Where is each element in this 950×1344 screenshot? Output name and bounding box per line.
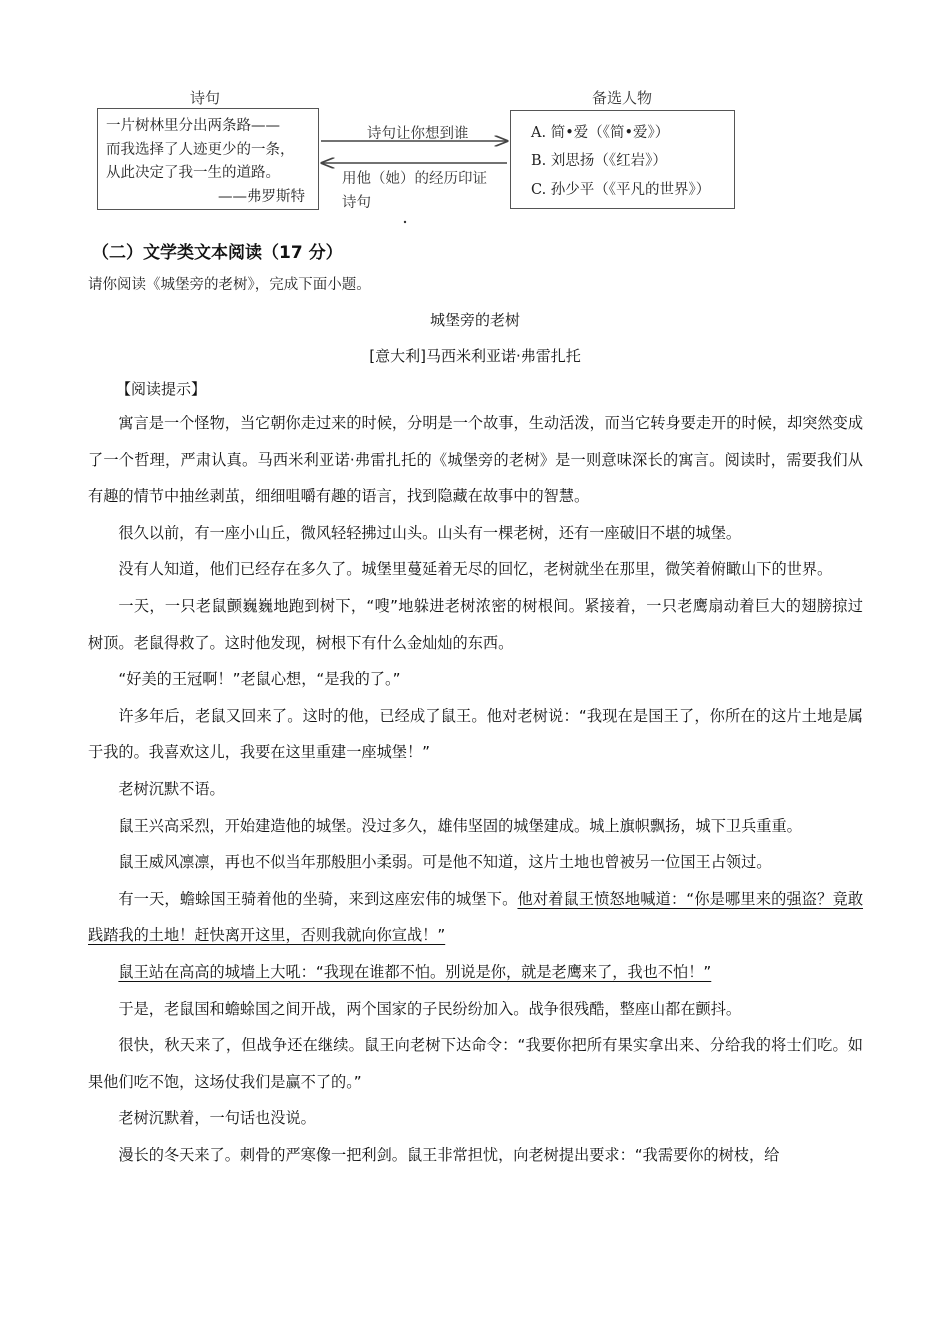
poem-character-diagram: [0, 0, 950, 232]
story-title: 城堡旁的老树: [429, 311, 520, 329]
arrow-right-text: 诗句让你想到谁: [367, 126, 469, 142]
poem-line-3: 从此决定了我一生的道路。: [106, 165, 280, 181]
poem-author: ——弗罗斯特: [218, 189, 305, 205]
diagram-arrows: [0, 0, 950, 232]
paragraph-4: 一天，一只老鼠颤巍巍地跑到树下，“嗖”地躲进老树浓密的树根间。紧接着，一只老鹰扇动着巨大的翅膀掠过树顶。老鼠得救了。这时他发现，树根下有什么金灿灿的东西。: [88, 596, 863, 652]
poem-line-2: 而我选择了人迹更少的一条，: [106, 142, 295, 158]
paragraph-10: [88, 881, 863, 954]
arrow-left-text-1: 用他（她）的经历印证: [342, 171, 487, 187]
option-a: A. 简•爱（《简•爱》）: [531, 125, 670, 141]
section-title: （二）文学类文本阅读（17 分）: [92, 243, 343, 263]
paragraph-13: 很快，秋天来了，但战争还在继续。鼠王向老树下达命令：“我要你把所有果实拿出来、分给我的将士们吃。如果他们吃不饱，这场仗我们是赢不了的。”: [88, 1036, 863, 1091]
characters-box-label: 备选人物: [592, 89, 653, 107]
poem-box-label: 诗句: [190, 89, 221, 107]
paragraph-15: 漫长的冬天来了。刺骨的严寒像一把利剑。鼠王非常担忧，向老树提出要求：“我需要你的树枝，给: [118, 1145, 780, 1164]
option-b: B. 刘思扬（《红岩》）: [531, 153, 667, 169]
poem-line-1: 一片树林里分出两条路——: [106, 118, 280, 134]
paragraph-14: 老树沉默着，一句话也没说。: [118, 1109, 316, 1128]
paragraph-8: 鼠王兴高采烈，开始建造他的城堡。没过多久，雄伟坚固的城堡建成。城上旗帜飘扬，城下卫兵重重。: [118, 816, 802, 835]
story-body: [88, 405, 863, 1173]
arrow-left-text-2: 诗句: [342, 195, 371, 211]
paragraph-11: [88, 954, 863, 991]
paragraph-9: 鼠王威风凛凛，再也不似当年那般胆小柔弱。可是他不知道，这片土地也曾被另一位国王占领过。: [118, 853, 772, 872]
option-c: C. 孙少平（《平凡的世界》）: [531, 182, 711, 198]
paragraph-11-underlined: 鼠王站在高高的城墙上大吼：“我现在谁都不怕。别说是你，就是老鹰来了，我也不怕！”: [118, 962, 712, 981]
section-instruction: 请你阅读《城堡旁的老树》，完成下面小题。: [88, 277, 371, 293]
paragraph-1: 寓言是一个怪物，当它朝你走过来的时候，分明是一个故事，生动活泼，而当它转身要走开的时候，却突然变成了一个哲理，严肃认真。马西米利亚诺·弗雷扎托的《城堡旁的老树》是一则意味深长的寓言。阅读时，需要我们从有趣的情节中抽丝剥茧，细细咀嚼有趣的语言，找到隐藏在故事中的智慧。: [88, 414, 863, 506]
paragraph-10-plain: 有一天，蟾蜍国王骑着他的坐骑，来到这座宏伟的城堡下。: [118, 889, 518, 908]
paragraph-5: “好美的王冠啊！”老鼠心想，“是我的了。”: [118, 670, 401, 689]
paragraph-7: 老树沉默不语。: [118, 779, 225, 798]
story-author: [意大利]马西米利亚诺·弗雷扎托: [369, 347, 581, 365]
paragraph-3: 没有人知道，他们已经存在多久了。城堡里蔓延着无尽的回忆，老树就坐在那里，微笑着俯瞰山下的世界。: [118, 560, 833, 579]
paragraph-6: 许多年后，老鼠又回来了。这时的他，已经成了鼠王。他对老树说：“我现在是国王了，你所在的这片土地是属于我的。我喜欢这儿，我要在这里重建一座城堡！”: [88, 706, 863, 762]
paragraph-12: 于是，老鼠国和蟾蜍国之间开战，两个国家的子民纷纷加入。战争很残酷，整座山都在颤抖。: [118, 999, 742, 1018]
paragraph-10-underlined: 他对着鼠王愤怒地喊道：“你是哪里来的强盗？竟敢践踏我的土地！赶快离开这里，否则我就向你宣战！”: [88, 889, 864, 945]
reading-hint-label: 【阅读提示】: [116, 380, 207, 398]
paragraph-2: 很久以前，有一座小山丘，微风轻轻拂过山头。山头有一棵老树，还有一座破旧不堪的城堡。: [118, 523, 742, 542]
